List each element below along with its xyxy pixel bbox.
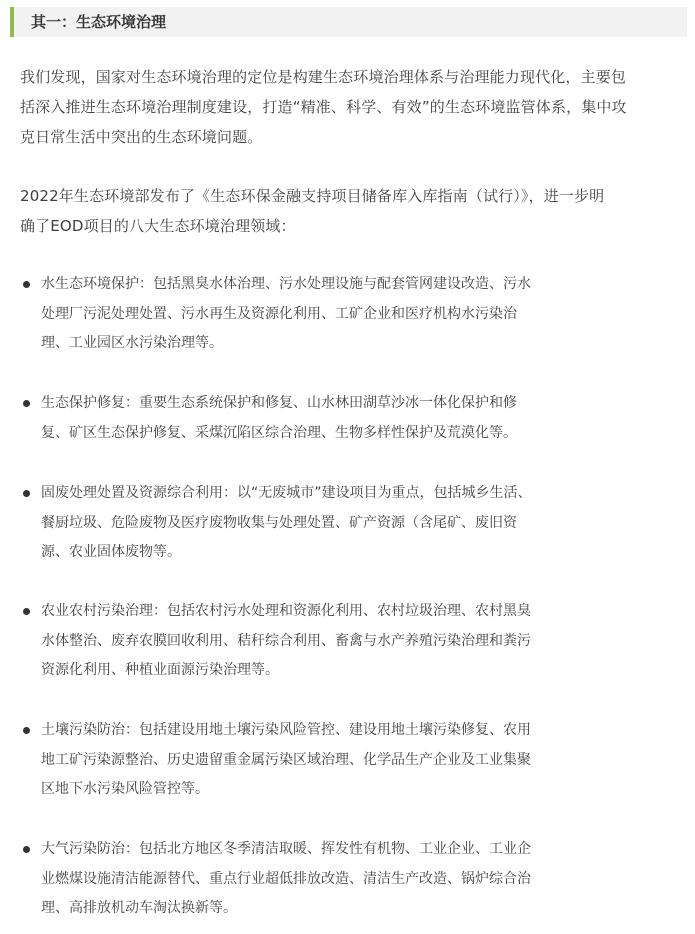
bullet-line: 处理厂污泥处理处置、污水再生及资源化利用、工矿企业和医疗机构水污染治 (41, 305, 517, 322)
guideline-line: 2022年生态环境部发布了《生态环保金融支持项目储备库入库指南（试行）》，进一步明 (20, 187, 605, 205)
bullet-line: 水体整治、废弃农膜回收利用、秸秆综合利用、畜禽与水产养殖污染治理和粪污 (41, 632, 531, 649)
bullet-text (41, 835, 601, 924)
bullet-line: 餐厨垃圾、危险废物及医疗废物收集与处理处置、矿产资源（含尾矿、废旧资 (41, 514, 517, 531)
bullet-line: 资源化利用、种植业面源污染治理等。 (41, 662, 279, 678)
bullet-line: 理、高排放机动车淘汰换新等。 (41, 900, 237, 916)
intro-line: 括深入推进生态环境治理制度建设，打造“精准、科学、有效”的生态环境监管体系，集中攻 (20, 98, 627, 116)
bullet-line: 复、矿区生态保护修复、采煤沉陷区综合治理、生物多样性保护及荒漠化等。 (41, 424, 517, 441)
bullet-line: 土壤污染防治：包括建设用地土壤污染风险管控、建设用地土壤污染修复、农用 (41, 722, 531, 738)
guideline-paragraph (20, 181, 682, 241)
bullet-line: 业燃煤设施清洁能源替代、重点行业超低排放改造、清洁生产改造、锅炉综合治 (41, 870, 531, 887)
bullet-line: 区地下水污染风险管控等。 (41, 781, 209, 797)
bullet-text (41, 597, 601, 686)
intro-line: 克日常生活中突出的生态环境问题。 (20, 128, 263, 146)
bullet-dot-icon (23, 400, 30, 407)
bullet-line: 源、农业固体废物等。 (41, 544, 181, 560)
section-heading: 其一：生态环境治理 (31, 13, 167, 31)
bullet-line: 理、工业园区水污染治理等。 (41, 335, 223, 351)
bullet-text (41, 270, 601, 359)
bullet-line: 地工矿污染源整治、历史遗留重金属污染区域治理、化学品生产企业及工业集聚 (41, 751, 531, 768)
bullet-dot-icon (23, 846, 30, 853)
bullet-dot-icon (23, 490, 30, 497)
guideline-line: 确了EOD项目的八大生态环境治理领域： (20, 217, 296, 235)
intro-paragraph (20, 62, 682, 152)
bullet-text (41, 479, 601, 568)
bullet-line: 水生态环境保护：包括黑臭水体治理、污水处理设施与配套管网建设改造、污水 (41, 276, 531, 292)
bullet-text (41, 716, 601, 805)
section-heading-bar (10, 7, 687, 37)
bullet-line: 固废处理处置及资源综合利用：以“无废城市”建设项目为重点，包括城乡生活、 (41, 485, 532, 501)
bullet-text (41, 389, 601, 448)
bullet-dot-icon (23, 281, 30, 288)
intro-line: 我们发现，国家对生态环境治理的定位是构建生态环境治理体系与治理能力现代化，主要包 (20, 68, 627, 86)
bullet-line: 生态保护修复：重要生态系统保护和修复、山水林田湖草沙冰一体化保护和修 (41, 395, 517, 411)
bullet-line: 大气污染防治：包括北方地区冬季清洁取暖、挥发性有机物、工业企业、工业企 (41, 841, 531, 857)
bullet-dot-icon (23, 608, 30, 615)
bullet-line: 农业农村污染治理：包括农村污水处理和资源化利用、农村垃圾治理、农村黑臭 (41, 603, 531, 619)
bullet-dot-icon (23, 727, 30, 734)
